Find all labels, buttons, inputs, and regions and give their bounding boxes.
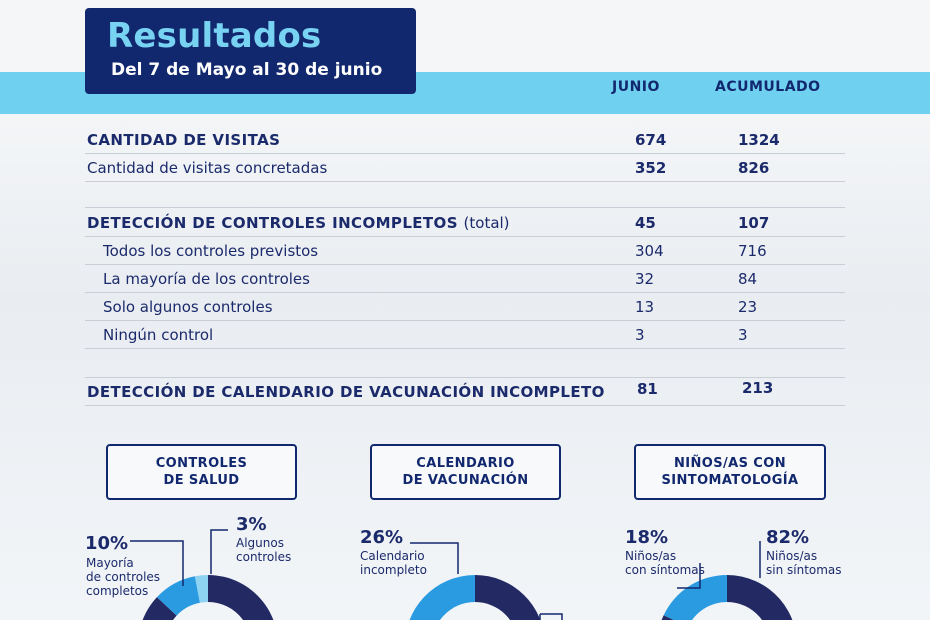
card-line: NIÑOS/AS CON <box>674 456 786 471</box>
segment-calendario-incompleto <box>405 575 475 620</box>
segment-con-sintomas <box>664 575 727 620</box>
vac-incompleto-pct: 26% <box>360 527 404 548</box>
row-label: Solo algunos controles <box>103 298 273 316</box>
value-junio: 32 <box>635 270 655 288</box>
row-label: Cantidad de visitas concretadas <box>87 159 328 177</box>
column-header-junio: JUNIO <box>612 79 660 95</box>
sint-con-label: Niños/as con síntomas <box>625 549 705 577</box>
row-label: Todos los controles previstos <box>103 242 319 260</box>
value-acumulado: 107 <box>738 214 770 232</box>
salud-algunos-pct: 3% <box>236 514 267 535</box>
page-subtitle: Del 7 de Mayo al 30 de junio <box>111 60 383 80</box>
sint-sin-pct: 82% <box>766 527 810 548</box>
value-junio: 304 <box>635 242 664 260</box>
value-acumulado: 84 <box>738 270 758 288</box>
row-label: Ningún control <box>103 326 214 344</box>
card-line: DE SALUD <box>163 473 240 488</box>
row-label: La mayoría de los controles <box>103 270 310 288</box>
sint-sin-label: Niños/as sin síntomas <box>766 549 842 577</box>
page-title: Resultados <box>107 16 322 56</box>
value-acumulado: 3 <box>738 326 748 344</box>
sint-con-pct: 18% <box>625 527 669 548</box>
leader-line <box>540 614 562 620</box>
row-label: DETECCIÓN DE CALENDARIO DE VACUNACIÓN INCOMPLETO <box>87 383 605 401</box>
row-label: CANTIDAD DE VISITAS <box>87 131 281 149</box>
card-line: CALENDARIO <box>416 456 515 471</box>
donut-calendario-de-vacunacion <box>405 575 545 620</box>
donut-ninos-sintomatologia <box>657 575 797 620</box>
salud-mayoria-label: Mayoría de controles completos <box>86 556 161 598</box>
value-junio: 81 <box>637 380 658 398</box>
value-acumulado: 826 <box>738 159 770 177</box>
vac-incompleto-label: Calendario incompleto <box>360 549 427 577</box>
column-header-acumulado: ACUMULADO <box>715 79 821 95</box>
value-junio: 352 <box>635 159 667 177</box>
salud-algunos-label: Algunos controles <box>236 536 292 564</box>
leader-line <box>211 530 228 574</box>
value-junio: 13 <box>635 298 655 316</box>
value-acumulado: 23 <box>738 298 758 316</box>
salud-mayoria-pct: 10% <box>85 533 129 554</box>
value-acumulado: 1324 <box>738 131 780 149</box>
value-acumulado: 716 <box>738 242 767 260</box>
value-junio: 3 <box>635 326 645 344</box>
value-junio: 674 <box>635 131 667 149</box>
value-junio: 45 <box>635 214 656 232</box>
value-acumulado: 213 <box>742 379 774 397</box>
row-note: (total) <box>463 214 510 232</box>
card-line: CONTROLES <box>155 456 248 471</box>
card-line: DE VACUNACIÓN <box>402 473 529 488</box>
row-label: DETECCIÓN DE CONTROLES INCOMPLETOS (total) <box>87 214 510 232</box>
card-line: SINTOMATOLOGÍA <box>661 473 799 488</box>
